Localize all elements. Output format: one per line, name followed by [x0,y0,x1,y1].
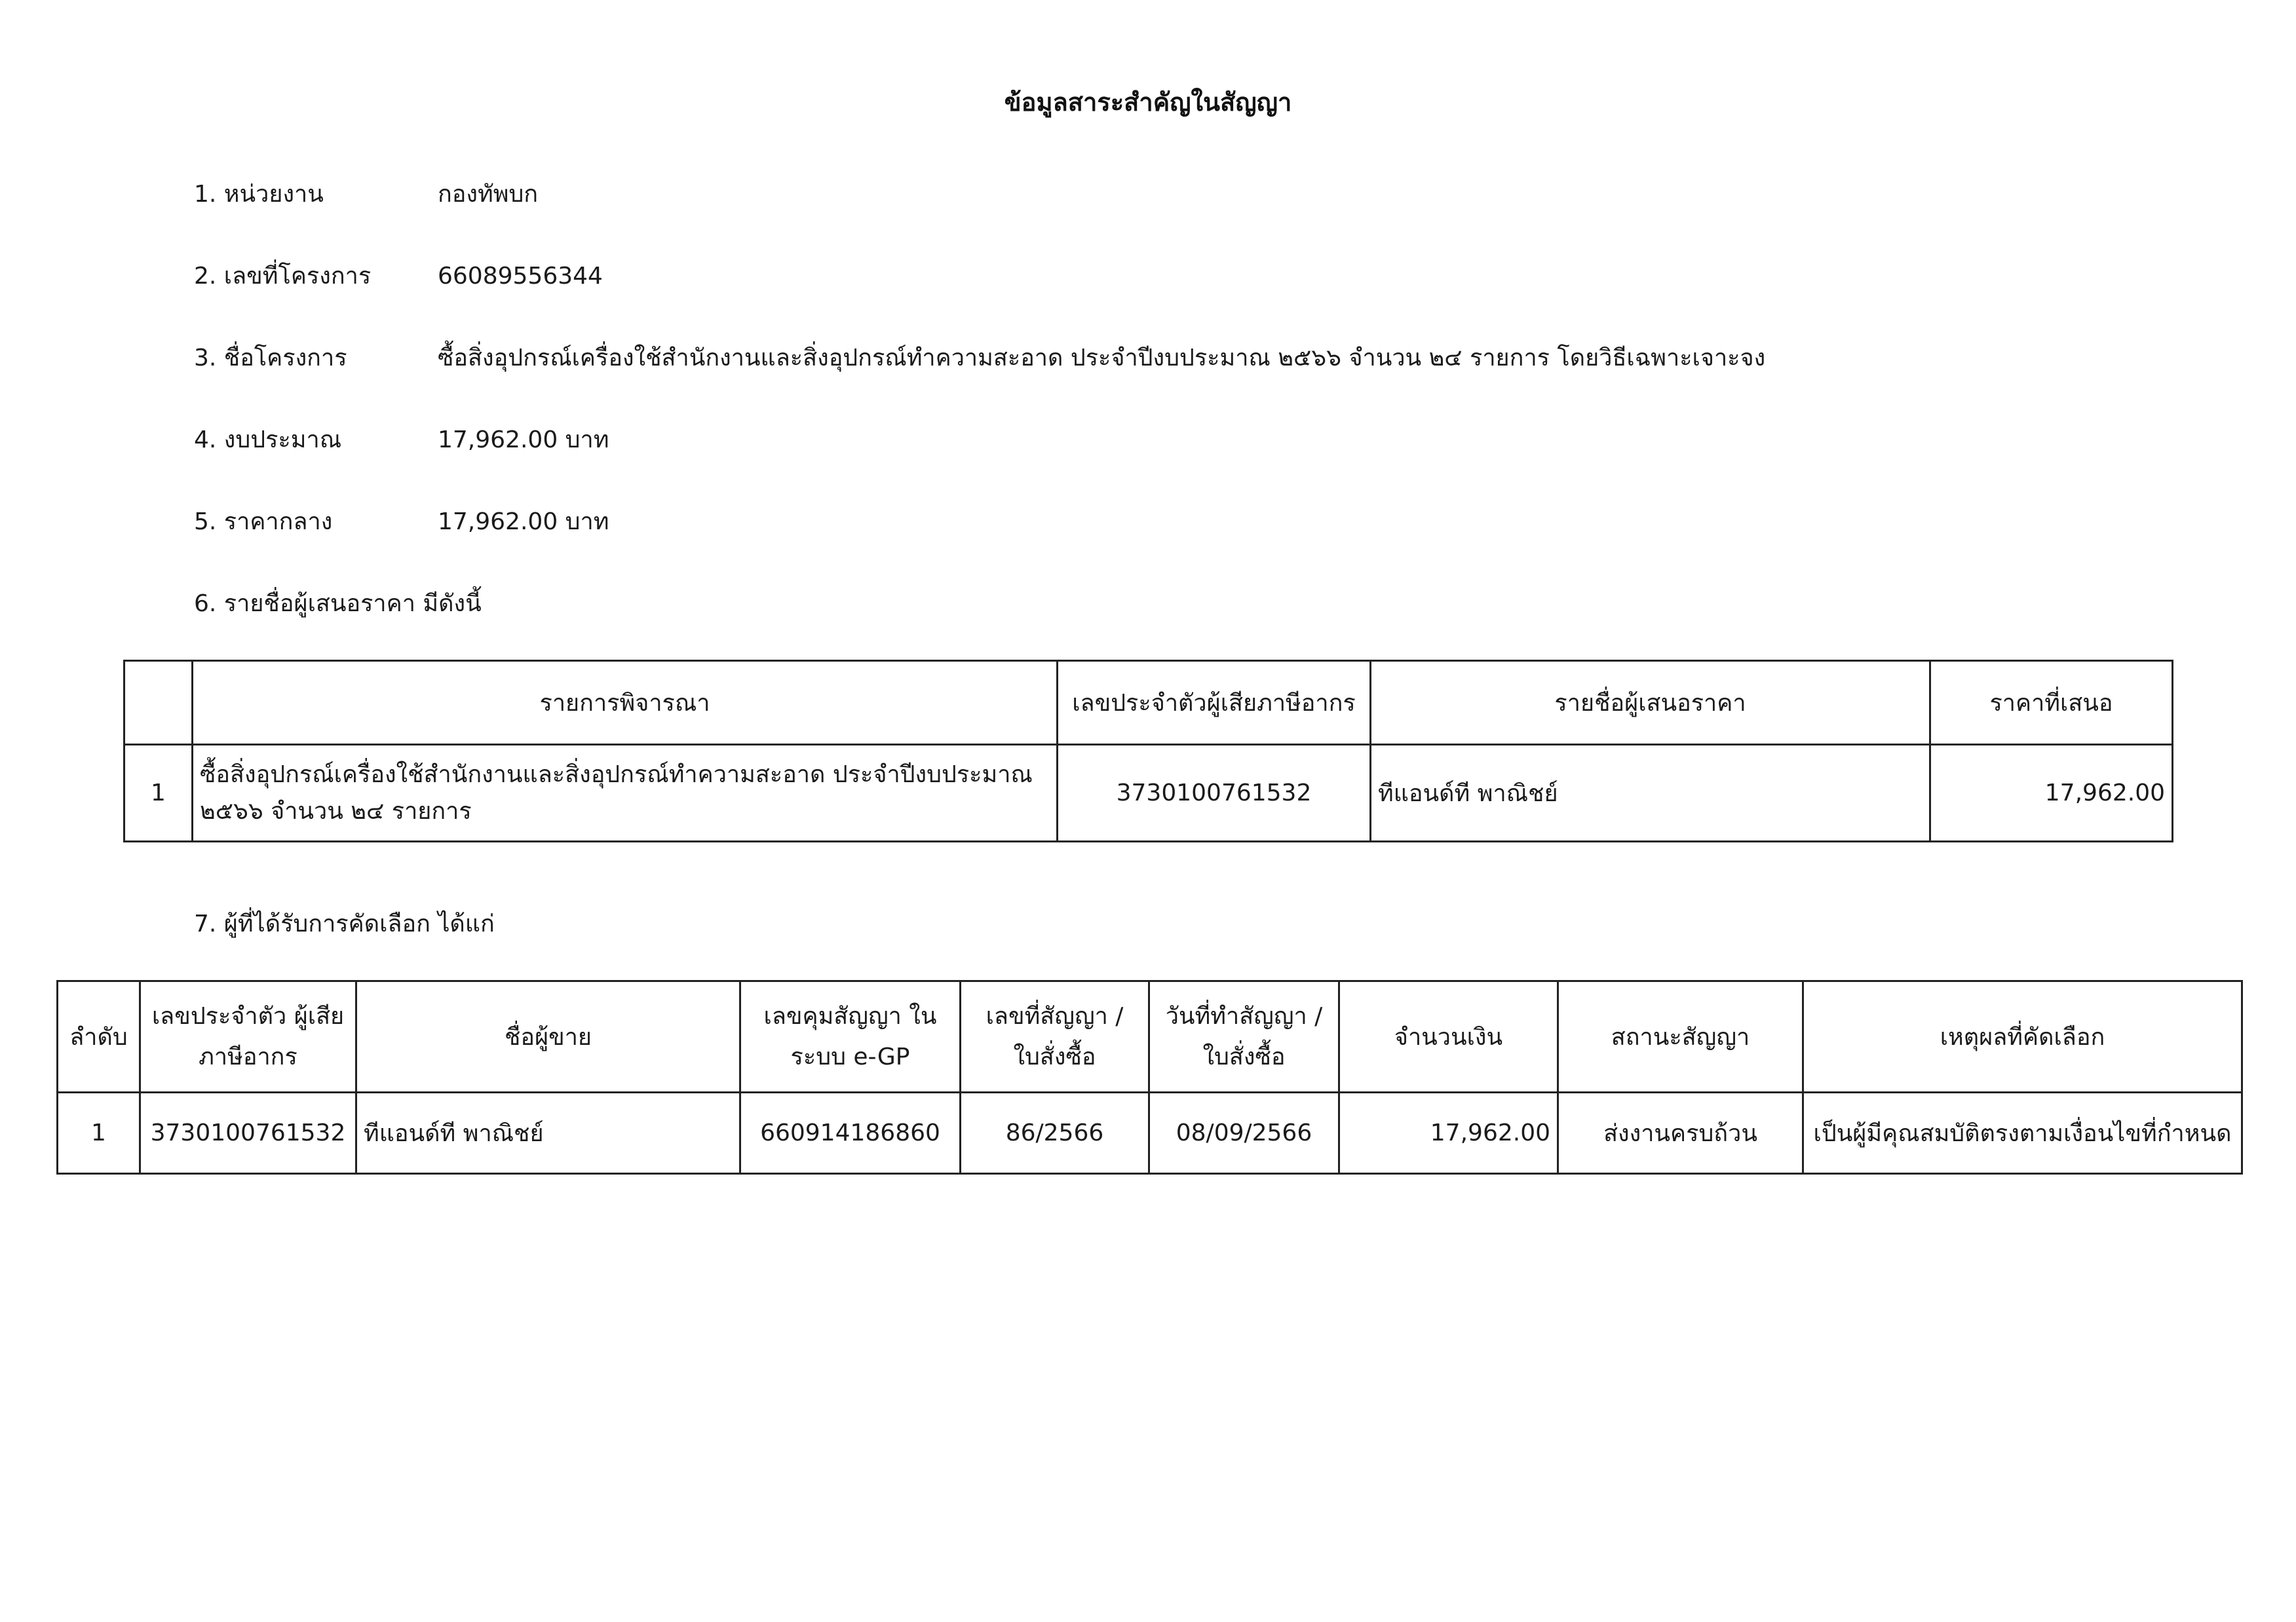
column-header-price: ราคาที่เสนอ [1930,661,2173,745]
row-amount: 17,962.00 [1339,1093,1558,1174]
row-tax-id: 3730100761532 [1058,745,1371,842]
field-budget [194,424,609,457]
winners-table [56,980,2243,1175]
row-egp-control-no: 660914186860 [740,1093,961,1174]
column-header-contract-no: เลขที่สัญญา / ใบสั่งซื้อ [961,981,1149,1093]
row-item: ซื้อสิ่งอุปกรณ์เครื่องใช้สำนักงานและสิ่งอุปกรณ์ทำความสะอาด ประจำปีงบประมาณ ๒๕๖๖ จำนวน ๒๔ รายการ [193,745,1058,842]
column-header-egp-control-no: เลขคุมสัญญา ในระบบ e-GP [740,981,961,1093]
bidders-table [123,660,2173,842]
field-agency [194,178,538,211]
field-project-name [194,342,1765,375]
field-value: 66089556344 [438,263,603,290]
field-label: 4. งบประมาณ [194,426,342,453]
table-row [124,745,2173,842]
row-reason: เป็นผู้มีคุณสมบัติตรงตามเงื่อนไขที่กำหนด [1803,1093,2242,1174]
column-header-no [124,661,193,745]
column-header-contract-date: วันที่ทำสัญญา / ใบสั่งซื้อ [1149,981,1339,1093]
column-header-item: รายการพิจารณา [193,661,1058,745]
field-value: ซื้อสิ่งอุปกรณ์เครื่องใช้สำนักงานและสิ่งอุปกรณ์ทำความสะอาด ประจำปีงบประมาณ ๒๕๖๖ จำนวน ๒๔ รายการ โดยวิธีเฉพาะเจาะจง [438,345,1766,371]
field-label: 3. ชื่อโครงการ [194,345,347,371]
column-header-no: ลำดับ [58,981,140,1093]
column-header-tax-id: เลขประจำตัว ผู้เสียภาษีอากร [140,981,356,1093]
field-project-number [194,260,603,293]
column-header-tax-id: เลขประจำตัวผู้เสียภาษีอากร [1058,661,1371,745]
winners-heading: 7. ผู้ที่ได้รับการคัดเลือก ได้แก่ [194,911,495,937]
bidders-heading: 6. รายชื่อผู้เสนอราคา มีดังนี้ [194,590,482,617]
row-contract-no: 86/2566 [961,1093,1149,1174]
field-value: 17,962.00 บาท [438,508,609,535]
row-price: 17,962.00 [1930,745,2173,842]
column-header-reason: เหตุผลที่คัดเลือก [1803,981,2242,1093]
field-label: 2. เลขที่โครงการ [194,263,372,290]
row-status: ส่งงานครบถ้วน [1558,1093,1803,1174]
column-header-status: สถานะสัญญา [1558,981,1803,1093]
table-header-row [58,981,2242,1093]
row-number: 1 [124,745,193,842]
column-header-seller: ชื่อผู้ขาย [356,981,740,1093]
column-header-bidder: รายชื่อผู้เสนอราคา [1371,661,1930,745]
row-contract-date: 08/09/2566 [1149,1093,1339,1174]
table-row [58,1093,2242,1174]
field-value: 17,962.00 บาท [438,426,609,453]
table-header-row [124,661,2173,745]
field-label: 1. หน่วยงาน [194,181,324,208]
row-seller: ทีแอนด์ที พาณิชย์ [356,1093,740,1174]
row-number: 1 [58,1093,140,1174]
field-median-price [194,506,609,538]
row-bidder: ทีแอนด์ที พาณิชย์ [1371,745,1930,842]
document-title: ข้อมูลสาระสำคัญในสัญญา [1004,88,1292,117]
column-header-amount: จำนวนเงิน [1339,981,1558,1093]
row-tax-id: 3730100761532 [140,1093,356,1174]
field-label: 5. ราคากลาง [194,508,333,535]
field-value: กองทัพบก [438,181,539,208]
